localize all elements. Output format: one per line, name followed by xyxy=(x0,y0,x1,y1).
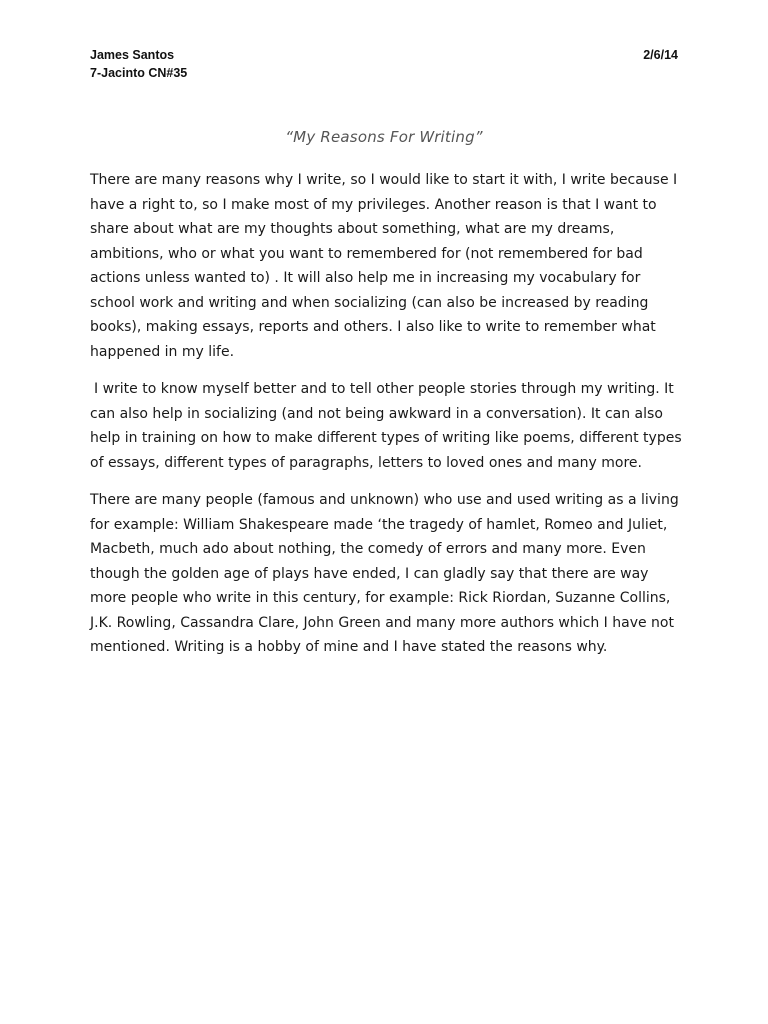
document-date: 2/6/14 xyxy=(643,48,678,62)
author-name: James Santos xyxy=(90,48,175,62)
class-section: 7-Jacinto CN#35 xyxy=(90,66,188,80)
author-block xyxy=(90,46,187,82)
paragraph-1: There are many reasons why I write, so I would like to start it with, I write because I have a right to, so I make most of my privileges. Another reason is that I want to share about what are my thoughts about something, what are my dreams, ambitions, who or what you want to remembered for (not remembered for bad actions unless wanted to) . It will also help me in increasing my vocabulary for school work and writing and when socializing (can also be increased by reading books), making essays, reports and others. I also like to write to remember what happened in my life. xyxy=(90,172,678,360)
paragraph-2: I write to know myself better and to tell other people stories through my writing. It can also help in socializing (and not being awkward in a conversation). It can also help in training on how to make different types of writing like poems, different types of essays, different types of paragraphs, letters to loved ones and many more. xyxy=(90,381,682,471)
essay-title: “My Reasons For Writing” xyxy=(285,128,483,146)
essay-body xyxy=(90,168,684,673)
paragraph-3: There are many people (famous and unknown) who use and used writing as a living for example: William Shakespeare made ‘the tragedy of hamlet, Romeo and Juliet, Macbeth, much ado about nothing, the comedy of errors and many more. Even though the golden age of plays have ended, I can gladly say that there are way more people who write in this century, for example: Rick Riordan, Suzanne Collins, J.K. Rowling, Cassandra Clare, John Green and many more authors which I have not mentioned. Writing is a hobby of mine and I have stated the reasons why. xyxy=(90,492,679,655)
